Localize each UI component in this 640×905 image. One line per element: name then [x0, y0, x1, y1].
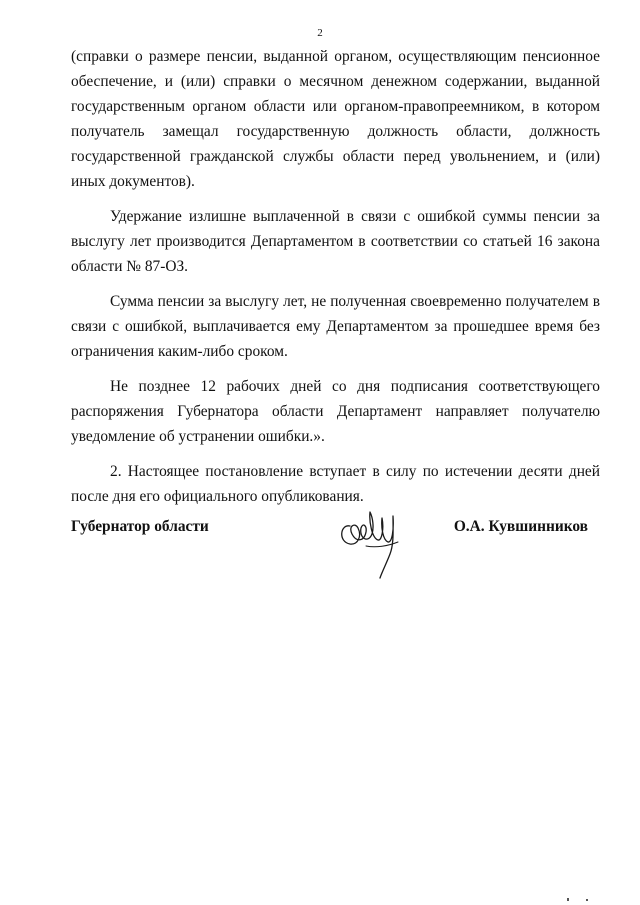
- scan-marks: [566, 897, 590, 903]
- paragraph-overpayment-deduction: Удержание излишне выплаченной в связи с ошибкой суммы пенсии за выслугу лет производится Департаментом в соответствии со статьей 16 закона области № 87-ОЗ.: [71, 208, 600, 275]
- paragraph-notification-deadline: Не позднее 12 рабочих дней со дня подписания соответствующего распоряжения Губернатора области Департамент направляет получателю уведомление об устранении ошибки.».: [71, 378, 600, 445]
- handwritten-signature: [336, 498, 408, 582]
- paragraph-entry-into-force: 2. Настоящее постановление вступает в силу по истечении десяти дней после дня его официального опубликования.: [71, 463, 600, 505]
- signer-name: О.А. Кувшинников: [453, 518, 588, 535]
- paragraph-unpaid-amount: Сумма пенсии за выслугу лет, не полученная своевременно получателем в связи с ошибкой, выплачивается ему Департаментом за прошедшее время без ограничения каким-либо сроком.: [71, 293, 600, 360]
- document-body: [71, 44, 600, 519]
- paragraph-continuation: (справки о размере пенсии, выданной органом, осуществляющим пенсионное обеспечение, и (или) справки о месячном денежном содержании, выданной государственным органом области или органом-правопреемником, в котором получатель замещал государственную должность области, должность государственной гражданской службы области перед увольнением, и (или) иных документов).: [71, 48, 600, 190]
- signer-title: Губернатор области: [71, 518, 209, 535]
- page-number: 2: [317, 27, 323, 39]
